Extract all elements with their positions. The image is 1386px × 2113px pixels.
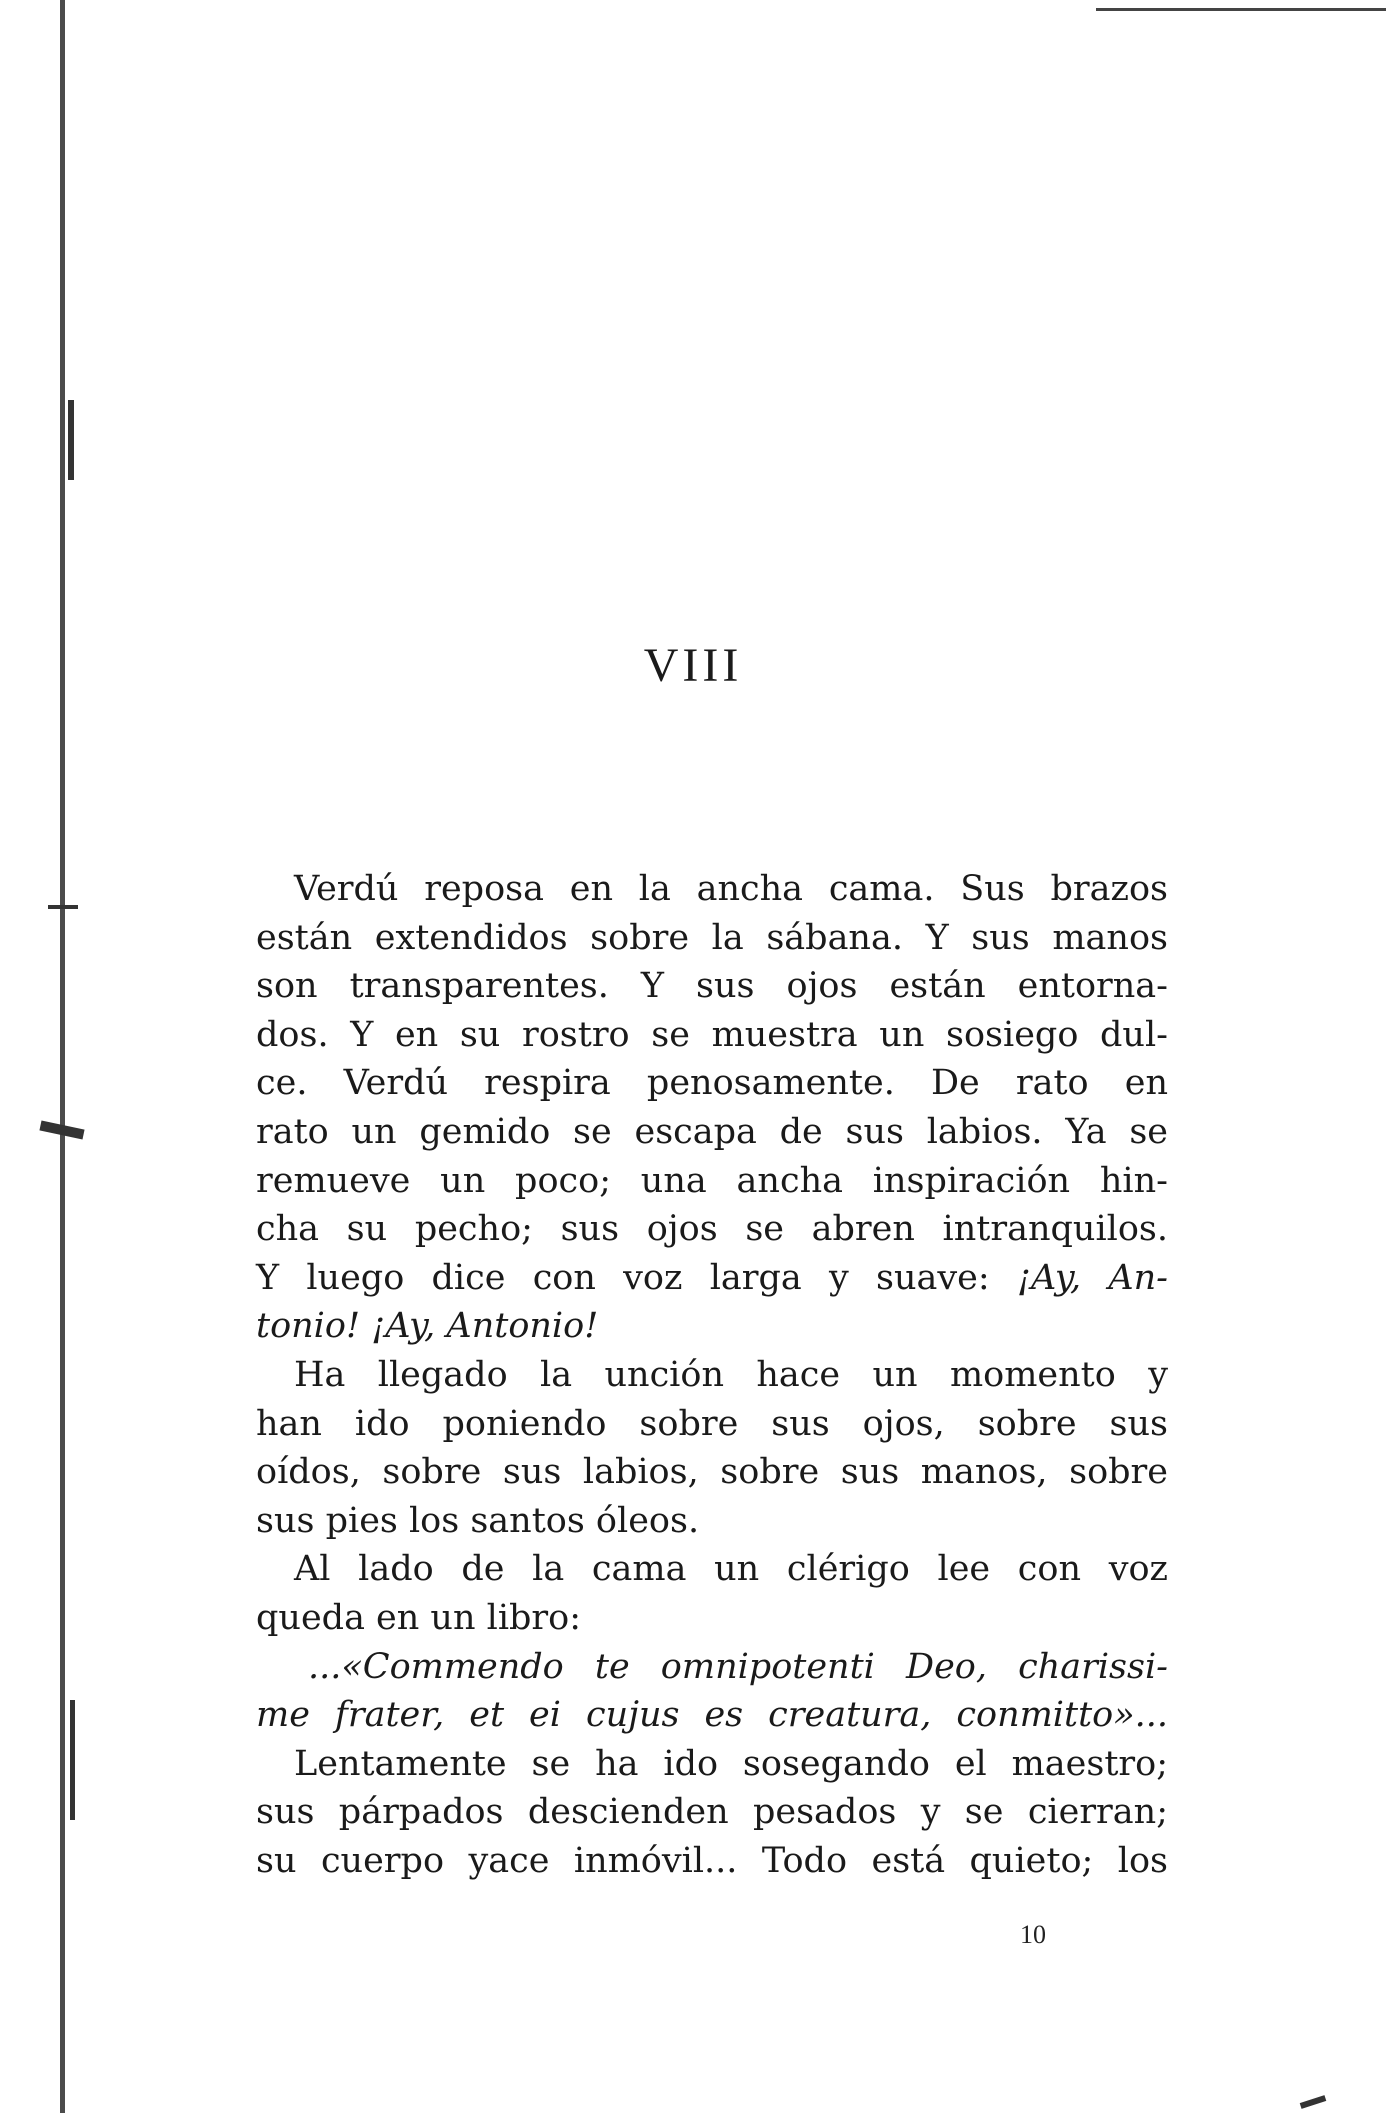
paragraph <box>256 1351 1168 1545</box>
top-edge-rule <box>1096 8 1386 11</box>
text-line: remueve un poco; una ancha inspiración hin- <box>256 1160 1168 1201</box>
paragraph <box>256 1545 1168 1642</box>
text-line: están extendidos sobre la sábana. Y sus manos <box>256 917 1168 958</box>
chapter-heading: VIII <box>643 639 743 692</box>
text-line: Al lado de la cama un clérigo lee con voz <box>294 1549 1168 1590</box>
binding-speck <box>68 400 74 480</box>
text-line: cha su pecho; sus ojos se abren intranquilos. <box>256 1209 1168 1250</box>
text-line: me frater, et ei cujus es creatura, conmitto»... <box>256 1695 1168 1736</box>
text-line: oídos, sobre sus labios, sobre sus manos, sobre <box>256 1452 1168 1493</box>
binding-shadow-line <box>60 0 65 2113</box>
paragraph <box>256 1740 1168 1886</box>
text-line: sus pies los santos óleos. <box>256 1500 700 1541</box>
text-line: ...«Commendo te omnipotenti Deo, charissi- <box>308 1646 1168 1687</box>
corner-ink-mark <box>1300 2095 1327 2109</box>
text-line: su cuerpo yace inmóvil... Todo está quieto; los <box>256 1840 1168 1881</box>
latin-quotation <box>256 1643 1168 1740</box>
text-line: Lentamente se ha ido sosegando el maestro; <box>294 1743 1168 1784</box>
text-line: Verdú reposa en la ancha cama. Sus brazos <box>294 869 1168 909</box>
text-line: Ha llegado la unción hace un momento y <box>294 1354 1168 1395</box>
text-line: son transparentes. Y sus ojos están entorna- <box>256 966 1168 1007</box>
text-line: sus párpados descienden pesados y se cierran; <box>256 1792 1168 1833</box>
binding-speck <box>48 905 78 909</box>
text-line: dos. Y en su rostro se muestra un sosiego dul- <box>256 1014 1168 1055</box>
binding-speck <box>70 1700 75 1820</box>
binding-edge <box>48 0 80 2113</box>
page-number: 10 <box>1020 1920 1046 1949</box>
text-line: han ido poniendo sobre sus ojos, sobre sus <box>256 1403 1168 1444</box>
text-line: ce. Verdú respira penosamente. De rato en <box>256 1063 1168 1104</box>
text-line: rato un gemido se escapa de sus labios. Ya se <box>256 1111 1168 1152</box>
paragraph <box>256 865 1168 1351</box>
italic-exclamation: ¡Ay, An- <box>1016 1257 1168 1298</box>
text-line: tonio! ¡Ay, Antonio! <box>256 1306 599 1347</box>
body-text <box>256 865 1168 1885</box>
text-line: Y luego dice con voz larga y suave: ¡Ay, An- <box>256 1257 1168 1298</box>
text-line: queda en un libro: <box>256 1597 582 1638</box>
